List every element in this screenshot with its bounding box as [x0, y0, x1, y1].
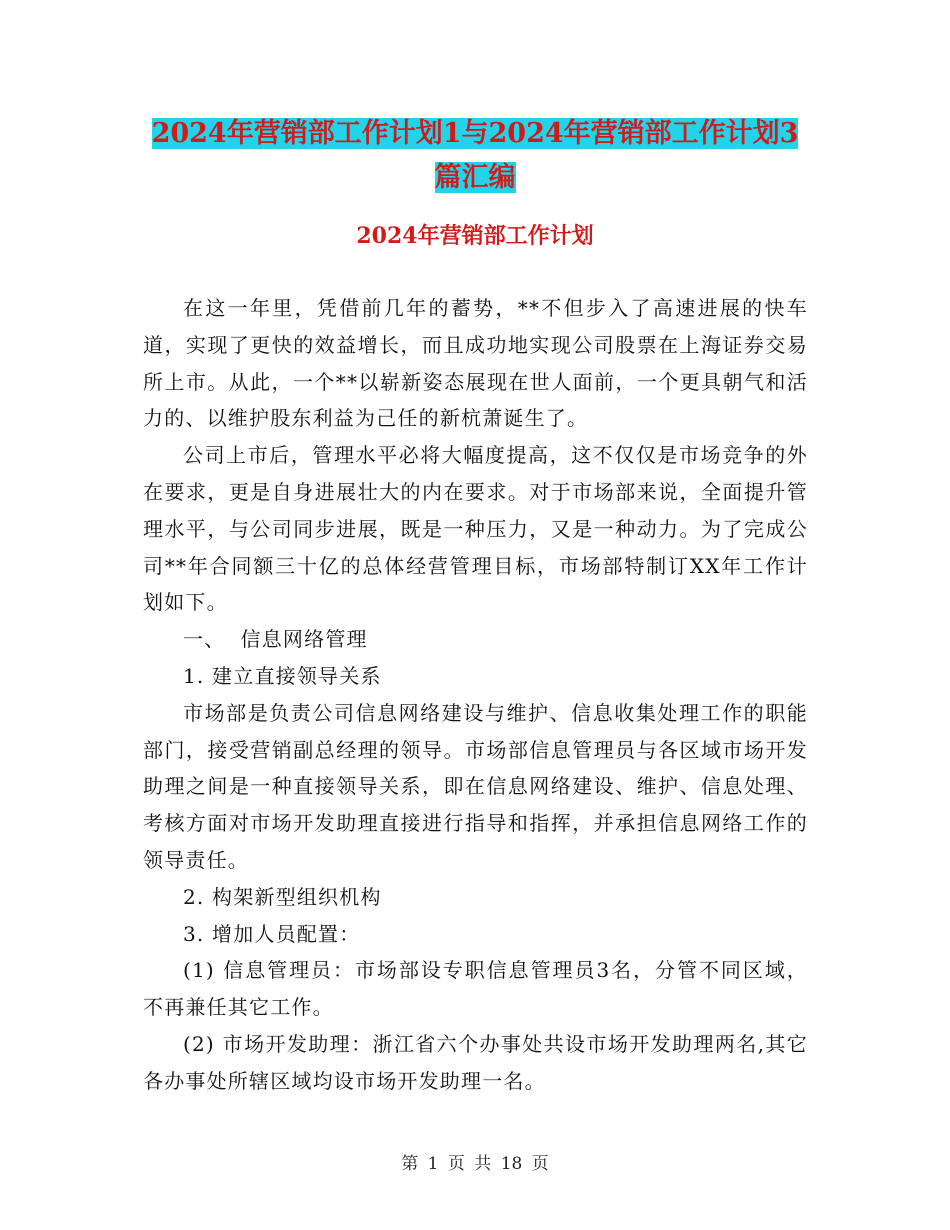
document-body [143, 290, 808, 1100]
document-title [140, 112, 810, 200]
heading-item: 2. 构架新型组织机构 [183, 884, 382, 909]
paragraph: (1) 信息管理员：市场部设专职信息管理员3名，分管不同区域，不再兼任其它工作。 [143, 958, 808, 1020]
section-title: 2024年营销部工作计划 [356, 223, 594, 249]
paragraph: (2) 市场开发助理：浙江省六个办事处共设市场开发助理两名,其它各办事处所辖区域均设市场开发助理一名。 [143, 1031, 808, 1093]
heading-item: 1. 建立直接领导关系 [183, 663, 382, 688]
paragraph: 市场部是负责公司信息网络建设与维护、信息收集处理工作的职能部门，接受营销副总经理的领导。市场部信息管理员与各区域市场开发助理之间是一种直接领导关系，即在信息网络建设、维护、信息处理、考核方面对市场开发助理直接进行指导和指挥，并承担信息网络工作的领导责任。 [143, 700, 808, 872]
document-title-line2: 篇汇编 [434, 162, 516, 193]
document-title-line1: 2024年营销部工作计划1与2024年营销部工作计划3 [151, 118, 799, 149]
paragraph: 公司上市后，管理水平必将大幅度提高，这不仅仅是市场竞争的外在要求，更是自身进展壮大的内在要求。对于市场部来说，全面提升管理水平，与公司同步进展，既是一种压力，又是一种动力。为了完成公司**年合同额三十亿的总体经营管理目标，市场部特制订XX年工作计划如下。 [143, 443, 808, 615]
heading-item: 3. 增加人员配置： [183, 921, 361, 946]
paragraph: 在这一年里，凭借前几年的蓄势，**不但步入了高速进展的快车道，实现了更快的效益增长，而且成功地实现公司股票在上海证券交易所上市。从此，一个**以崭新姿态展现在世人面前，一个更具朝气和活力的、以维护股东利益为己任的新杭萧诞生了。 [143, 296, 808, 431]
page-number-footer: 第 1 页 共 18 页 [401, 1154, 549, 1174]
heading-item: 一、 信息网络管理 [183, 627, 368, 652]
